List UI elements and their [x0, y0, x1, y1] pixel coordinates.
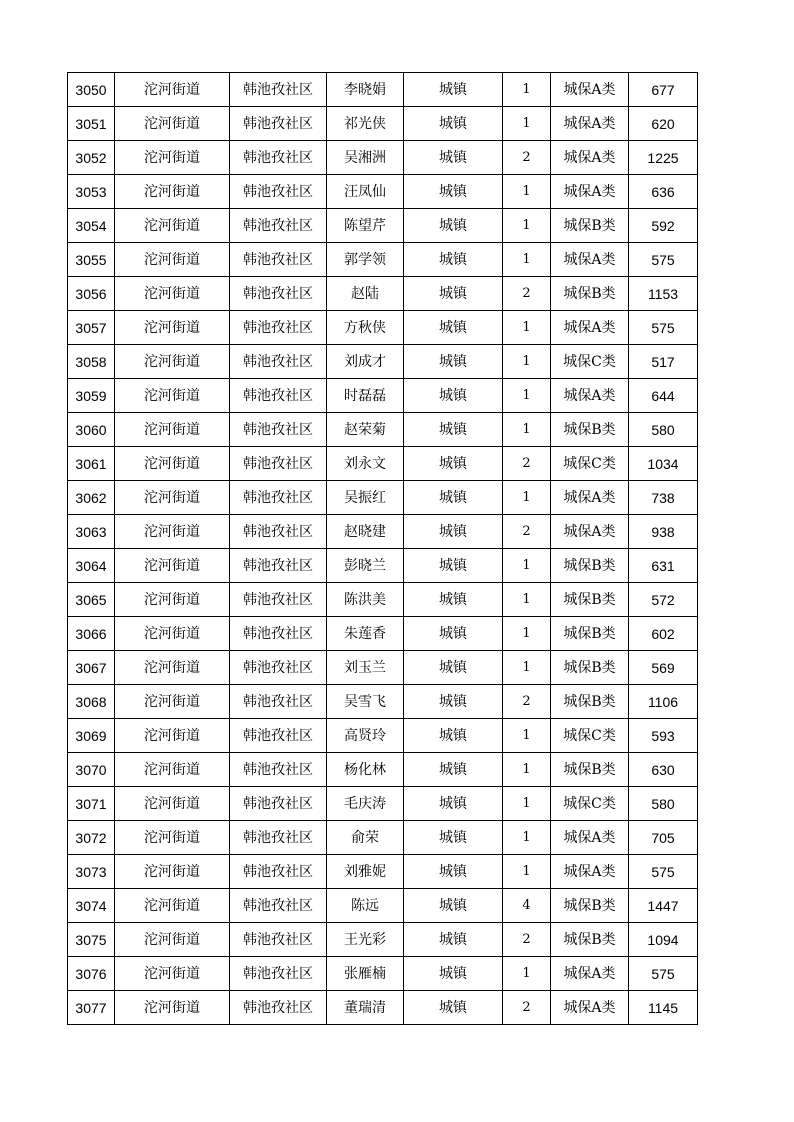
street-cell: 沱河街道 [115, 107, 230, 141]
amount-cell: 575 [629, 311, 698, 345]
community-cell: 韩池孜社区 [230, 413, 327, 447]
household-count-cell: 2 [503, 277, 551, 311]
table-row [68, 175, 698, 209]
area-type-cell: 城镇 [404, 583, 503, 617]
record-number-cell: 3064 [68, 549, 115, 583]
table-row [68, 821, 698, 855]
area-type-cell: 城镇 [404, 311, 503, 345]
amount-cell: 575 [629, 855, 698, 889]
street-cell: 沱河街道 [115, 923, 230, 957]
record-number-cell: 3068 [68, 685, 115, 719]
street-cell: 沱河街道 [115, 277, 230, 311]
street-cell: 沱河街道 [115, 549, 230, 583]
table-body [68, 73, 698, 1025]
household-count-cell: 2 [503, 447, 551, 481]
amount-cell: 1447 [629, 889, 698, 923]
insurance-category-cell: 城保A类 [551, 855, 629, 889]
household-count-cell: 1 [503, 243, 551, 277]
insurance-category-cell: 城保B类 [551, 651, 629, 685]
table-row [68, 413, 698, 447]
insurance-category-cell: 城保B类 [551, 923, 629, 957]
area-type-cell: 城镇 [404, 821, 503, 855]
community-cell: 韩池孜社区 [230, 141, 327, 175]
amount-cell: 1145 [629, 991, 698, 1025]
amount-cell: 631 [629, 549, 698, 583]
table-row [68, 583, 698, 617]
community-cell: 韩池孜社区 [230, 719, 327, 753]
street-cell: 沱河街道 [115, 209, 230, 243]
insurance-category-cell: 城保A类 [551, 821, 629, 855]
person-name-cell: 吴湘洲 [327, 141, 404, 175]
community-cell: 韩池孜社区 [230, 515, 327, 549]
record-number-cell: 3051 [68, 107, 115, 141]
table-row [68, 141, 698, 175]
household-count-cell: 1 [503, 855, 551, 889]
area-type-cell: 城镇 [404, 481, 503, 515]
street-cell: 沱河街道 [115, 141, 230, 175]
record-number-cell: 3065 [68, 583, 115, 617]
household-count-cell: 1 [503, 787, 551, 821]
household-count-cell: 1 [503, 821, 551, 855]
community-cell: 韩池孜社区 [230, 583, 327, 617]
street-cell: 沱河街道 [115, 821, 230, 855]
amount-cell: 517 [629, 345, 698, 379]
community-cell: 韩池孜社区 [230, 209, 327, 243]
insurance-category-cell: 城保B类 [551, 889, 629, 923]
household-count-cell: 1 [503, 583, 551, 617]
community-cell: 韩池孜社区 [230, 991, 327, 1025]
table-row [68, 243, 698, 277]
person-name-cell: 赵陆 [327, 277, 404, 311]
insurance-category-cell: 城保A类 [551, 311, 629, 345]
household-count-cell: 2 [503, 923, 551, 957]
household-count-cell: 1 [503, 73, 551, 107]
area-type-cell: 城镇 [404, 379, 503, 413]
person-name-cell: 祁光侠 [327, 107, 404, 141]
record-number-cell: 3067 [68, 651, 115, 685]
insurance-category-cell: 城保B类 [551, 549, 629, 583]
table-row [68, 277, 698, 311]
record-number-cell: 3069 [68, 719, 115, 753]
insurance-category-cell: 城保A类 [551, 515, 629, 549]
community-cell: 韩池孜社区 [230, 73, 327, 107]
street-cell: 沱河街道 [115, 481, 230, 515]
household-count-cell: 4 [503, 889, 551, 923]
street-cell: 沱河街道 [115, 583, 230, 617]
person-name-cell: 郭学领 [327, 243, 404, 277]
area-type-cell: 城镇 [404, 991, 503, 1025]
amount-cell: 575 [629, 243, 698, 277]
community-cell: 韩池孜社区 [230, 753, 327, 787]
record-number-cell: 3052 [68, 141, 115, 175]
record-number-cell: 3066 [68, 617, 115, 651]
insurance-category-cell: 城保B类 [551, 583, 629, 617]
household-count-cell: 2 [503, 685, 551, 719]
insurance-category-cell: 城保A类 [551, 957, 629, 991]
record-number-cell: 3054 [68, 209, 115, 243]
community-cell: 韩池孜社区 [230, 549, 327, 583]
area-type-cell: 城镇 [404, 175, 503, 209]
table-row [68, 787, 698, 821]
person-name-cell: 刘雅妮 [327, 855, 404, 889]
record-number-cell: 3060 [68, 413, 115, 447]
table-row [68, 651, 698, 685]
household-count-cell: 1 [503, 549, 551, 583]
table-row [68, 991, 698, 1025]
person-name-cell: 刘永文 [327, 447, 404, 481]
record-number-cell: 3077 [68, 991, 115, 1025]
table-row [68, 345, 698, 379]
household-count-cell: 1 [503, 481, 551, 515]
insurance-category-cell: 城保A类 [551, 141, 629, 175]
person-name-cell: 高贤玲 [327, 719, 404, 753]
street-cell: 沱河街道 [115, 685, 230, 719]
table-row [68, 447, 698, 481]
person-name-cell: 陈远 [327, 889, 404, 923]
area-type-cell: 城镇 [404, 515, 503, 549]
amount-cell: 592 [629, 209, 698, 243]
table-row [68, 753, 698, 787]
amount-cell: 602 [629, 617, 698, 651]
record-number-cell: 3056 [68, 277, 115, 311]
amount-cell: 1225 [629, 141, 698, 175]
street-cell: 沱河街道 [115, 957, 230, 991]
table-row [68, 107, 698, 141]
table-row [68, 957, 698, 991]
area-type-cell: 城镇 [404, 107, 503, 141]
area-type-cell: 城镇 [404, 685, 503, 719]
insurance-category-cell: 城保A类 [551, 243, 629, 277]
community-cell: 韩池孜社区 [230, 243, 327, 277]
insurance-category-cell: 城保A类 [551, 73, 629, 107]
household-count-cell: 1 [503, 719, 551, 753]
household-count-cell: 1 [503, 379, 551, 413]
community-cell: 韩池孜社区 [230, 481, 327, 515]
area-type-cell: 城镇 [404, 209, 503, 243]
street-cell: 沱河街道 [115, 719, 230, 753]
person-name-cell: 吴振红 [327, 481, 404, 515]
area-type-cell: 城镇 [404, 957, 503, 991]
street-cell: 沱河街道 [115, 379, 230, 413]
record-number-cell: 3073 [68, 855, 115, 889]
table-row [68, 549, 698, 583]
person-name-cell: 王光彩 [327, 923, 404, 957]
insurance-category-cell: 城保C类 [551, 447, 629, 481]
table-row [68, 923, 698, 957]
street-cell: 沱河街道 [115, 73, 230, 107]
area-type-cell: 城镇 [404, 73, 503, 107]
street-cell: 沱河街道 [115, 311, 230, 345]
community-cell: 韩池孜社区 [230, 379, 327, 413]
community-cell: 韩池孜社区 [230, 175, 327, 209]
street-cell: 沱河街道 [115, 617, 230, 651]
person-name-cell: 刘成才 [327, 345, 404, 379]
insurance-category-cell: 城保A类 [551, 481, 629, 515]
table-row [68, 73, 698, 107]
record-number-cell: 3063 [68, 515, 115, 549]
household-count-cell: 2 [503, 141, 551, 175]
person-name-cell: 李晓娟 [327, 73, 404, 107]
amount-cell: 572 [629, 583, 698, 617]
person-name-cell: 张雁楠 [327, 957, 404, 991]
household-count-cell: 2 [503, 991, 551, 1025]
amount-cell: 580 [629, 413, 698, 447]
community-cell: 韩池孜社区 [230, 277, 327, 311]
person-name-cell: 方秋侠 [327, 311, 404, 345]
household-count-cell: 1 [503, 311, 551, 345]
person-name-cell: 赵荣菊 [327, 413, 404, 447]
record-number-cell: 3059 [68, 379, 115, 413]
area-type-cell: 城镇 [404, 447, 503, 481]
insurance-category-cell: 城保A类 [551, 107, 629, 141]
insurance-category-cell: 城保B类 [551, 617, 629, 651]
table-row [68, 719, 698, 753]
area-type-cell: 城镇 [404, 719, 503, 753]
person-name-cell: 俞荣 [327, 821, 404, 855]
person-name-cell: 陈洪美 [327, 583, 404, 617]
amount-cell: 644 [629, 379, 698, 413]
amount-cell: 636 [629, 175, 698, 209]
amount-cell: 1094 [629, 923, 698, 957]
beneficiary-table [67, 72, 698, 1025]
record-number-cell: 3057 [68, 311, 115, 345]
street-cell: 沱河街道 [115, 889, 230, 923]
person-name-cell: 陈望芹 [327, 209, 404, 243]
street-cell: 沱河街道 [115, 447, 230, 481]
community-cell: 韩池孜社区 [230, 957, 327, 991]
person-name-cell: 时磊磊 [327, 379, 404, 413]
community-cell: 韩池孜社区 [230, 855, 327, 889]
table-row [68, 379, 698, 413]
person-name-cell: 吴雪飞 [327, 685, 404, 719]
area-type-cell: 城镇 [404, 787, 503, 821]
street-cell: 沱河街道 [115, 243, 230, 277]
person-name-cell: 杨化林 [327, 753, 404, 787]
household-count-cell: 2 [503, 515, 551, 549]
area-type-cell: 城镇 [404, 243, 503, 277]
record-number-cell: 3062 [68, 481, 115, 515]
area-type-cell: 城镇 [404, 753, 503, 787]
area-type-cell: 城镇 [404, 277, 503, 311]
table-row [68, 617, 698, 651]
record-number-cell: 3074 [68, 889, 115, 923]
community-cell: 韩池孜社区 [230, 685, 327, 719]
household-count-cell: 1 [503, 617, 551, 651]
insurance-category-cell: 城保C类 [551, 787, 629, 821]
record-number-cell: 3058 [68, 345, 115, 379]
community-cell: 韩池孜社区 [230, 311, 327, 345]
table-row [68, 855, 698, 889]
record-number-cell: 3050 [68, 73, 115, 107]
amount-cell: 580 [629, 787, 698, 821]
community-cell: 韩池孜社区 [230, 821, 327, 855]
insurance-category-cell: 城保B类 [551, 209, 629, 243]
community-cell: 韩池孜社区 [230, 889, 327, 923]
table-row [68, 481, 698, 515]
street-cell: 沱河街道 [115, 855, 230, 889]
community-cell: 韩池孜社区 [230, 107, 327, 141]
amount-cell: 620 [629, 107, 698, 141]
area-type-cell: 城镇 [404, 549, 503, 583]
amount-cell: 593 [629, 719, 698, 753]
street-cell: 沱河街道 [115, 413, 230, 447]
street-cell: 沱河街道 [115, 175, 230, 209]
insurance-category-cell: 城保A类 [551, 991, 629, 1025]
community-cell: 韩池孜社区 [230, 651, 327, 685]
record-number-cell: 3071 [68, 787, 115, 821]
table-row [68, 515, 698, 549]
insurance-category-cell: 城保B类 [551, 413, 629, 447]
street-cell: 沱河街道 [115, 753, 230, 787]
person-name-cell: 朱莲香 [327, 617, 404, 651]
area-type-cell: 城镇 [404, 617, 503, 651]
person-name-cell: 赵晓建 [327, 515, 404, 549]
household-count-cell: 1 [503, 345, 551, 379]
person-name-cell: 刘玉兰 [327, 651, 404, 685]
amount-cell: 569 [629, 651, 698, 685]
record-number-cell: 3070 [68, 753, 115, 787]
household-count-cell: 1 [503, 413, 551, 447]
amount-cell: 575 [629, 957, 698, 991]
record-number-cell: 3075 [68, 923, 115, 957]
amount-cell: 630 [629, 753, 698, 787]
street-cell: 沱河街道 [115, 345, 230, 379]
household-count-cell: 1 [503, 651, 551, 685]
table-row [68, 209, 698, 243]
table-row [68, 685, 698, 719]
table-row [68, 889, 698, 923]
insurance-category-cell: 城保B类 [551, 753, 629, 787]
household-count-cell: 1 [503, 175, 551, 209]
area-type-cell: 城镇 [404, 413, 503, 447]
community-cell: 韩池孜社区 [230, 787, 327, 821]
amount-cell: 938 [629, 515, 698, 549]
table-row [68, 311, 698, 345]
community-cell: 韩池孜社区 [230, 923, 327, 957]
street-cell: 沱河街道 [115, 515, 230, 549]
community-cell: 韩池孜社区 [230, 447, 327, 481]
record-number-cell: 3053 [68, 175, 115, 209]
household-count-cell: 1 [503, 107, 551, 141]
community-cell: 韩池孜社区 [230, 345, 327, 379]
area-type-cell: 城镇 [404, 651, 503, 685]
record-number-cell: 3061 [68, 447, 115, 481]
amount-cell: 1106 [629, 685, 698, 719]
person-name-cell: 彭晓兰 [327, 549, 404, 583]
amount-cell: 738 [629, 481, 698, 515]
area-type-cell: 城镇 [404, 923, 503, 957]
street-cell: 沱河街道 [115, 787, 230, 821]
insurance-category-cell: 城保C类 [551, 719, 629, 753]
record-number-cell: 3076 [68, 957, 115, 991]
insurance-category-cell: 城保B类 [551, 685, 629, 719]
household-count-cell: 1 [503, 957, 551, 991]
household-count-cell: 1 [503, 209, 551, 243]
community-cell: 韩池孜社区 [230, 617, 327, 651]
street-cell: 沱河街道 [115, 991, 230, 1025]
street-cell: 沱河街道 [115, 651, 230, 685]
amount-cell: 1034 [629, 447, 698, 481]
amount-cell: 677 [629, 73, 698, 107]
person-name-cell: 毛庆涛 [327, 787, 404, 821]
household-count-cell: 1 [503, 753, 551, 787]
record-number-cell: 3072 [68, 821, 115, 855]
area-type-cell: 城镇 [404, 345, 503, 379]
amount-cell: 705 [629, 821, 698, 855]
insurance-category-cell: 城保A类 [551, 379, 629, 413]
area-type-cell: 城镇 [404, 889, 503, 923]
person-name-cell: 汪凤仙 [327, 175, 404, 209]
area-type-cell: 城镇 [404, 141, 503, 175]
insurance-category-cell: 城保C类 [551, 345, 629, 379]
person-name-cell: 董瑞清 [327, 991, 404, 1025]
amount-cell: 1153 [629, 277, 698, 311]
insurance-category-cell: 城保A类 [551, 175, 629, 209]
record-number-cell: 3055 [68, 243, 115, 277]
area-type-cell: 城镇 [404, 855, 503, 889]
insurance-category-cell: 城保B类 [551, 277, 629, 311]
